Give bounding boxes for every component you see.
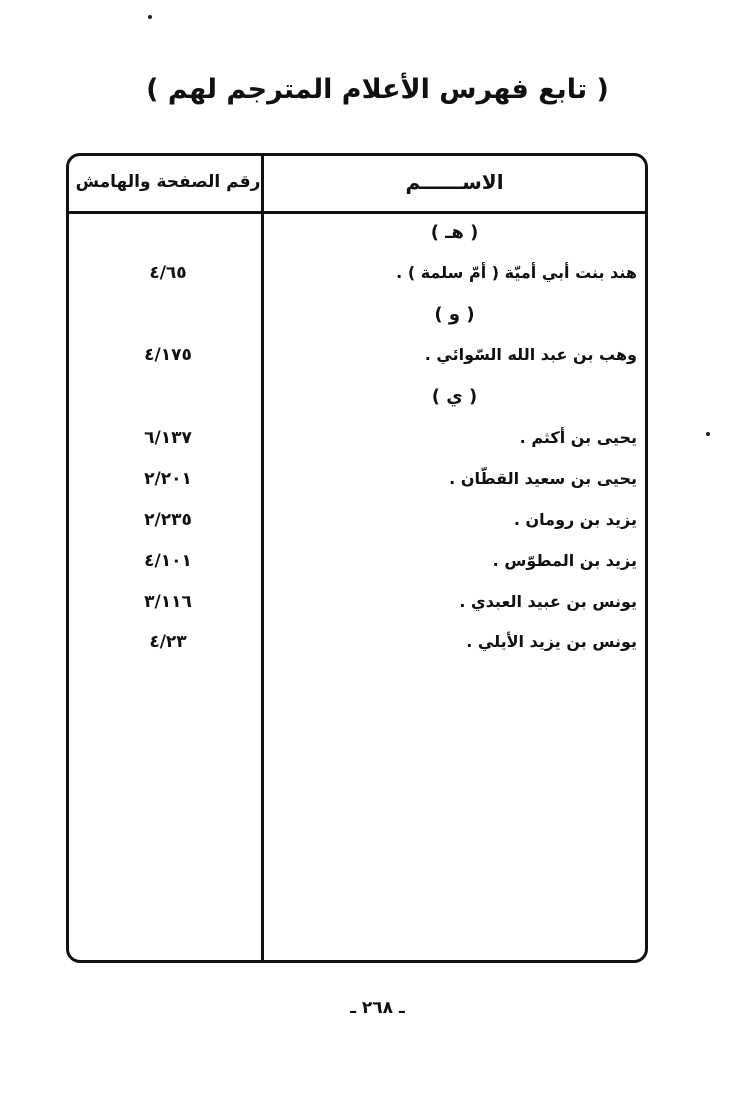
entry-page: ٤/٦٥ [149, 263, 187, 283]
index-table [66, 153, 648, 963]
entry-page: ٢/٢٣٥ [144, 510, 192, 530]
entry-name: يحيى بن سعيد القطّان . [449, 469, 637, 488]
entry-name: وهب بن عبد الله السّوائي . [424, 345, 637, 364]
page-number: ـ ٢٦٨ ـ [350, 998, 405, 1018]
entry-name: يونس بن يزيد الأيلي . [466, 632, 637, 651]
entry-page: ٣/١١٦ [144, 592, 192, 612]
entry-page: ٤/٢٣ [149, 632, 187, 652]
header-rule [69, 211, 645, 214]
page-title: ( تابع فهرس الأعلام المترجم لهم ) [146, 74, 609, 105]
entry-page: ٦/١٣٧ [144, 428, 192, 448]
header-page-number: رقم الصفحة والهامش [75, 172, 261, 192]
entry-page: ٢/٢٠١ [144, 469, 192, 489]
scan-speck [148, 15, 152, 19]
entry-name: يزيد بن رومان . [513, 510, 637, 529]
letter-heading-yaa: ( ي ) [431, 386, 478, 407]
entry-name: يزيد بن المطوّس . [492, 551, 637, 570]
entry-page: ٤/١٧٥ [144, 345, 192, 365]
scan-speck [706, 432, 710, 436]
letter-heading-haa: ( هـ ) [430, 222, 479, 243]
entry-name: هند بنت أبي أميّة ( أمّ سلمة ) . [396, 263, 637, 282]
header-name: الاســــــم [405, 170, 504, 194]
entry-name: يونس بن عبيد العبدي . [459, 592, 637, 611]
entry-name: يحيى بن أكثم . [519, 428, 637, 447]
entry-page: ٤/١٠١ [144, 551, 192, 571]
letter-heading-waw: ( و ) [434, 304, 475, 325]
